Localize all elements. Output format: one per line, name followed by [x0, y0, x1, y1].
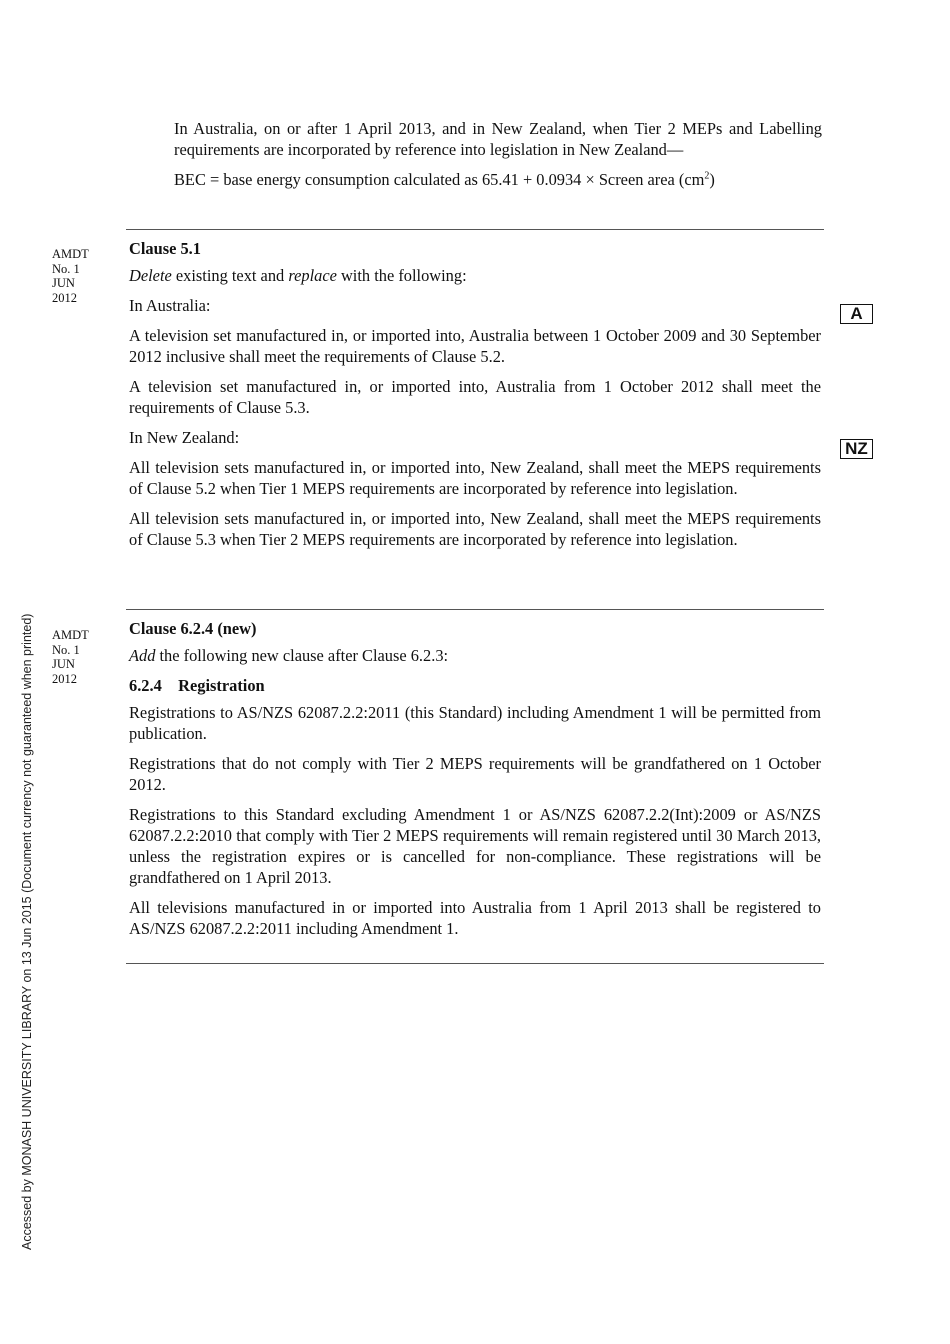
new-zealand-paragraph-1: All television sets manufactured in, or imported into, New Zealand, shall meet the MEPS requirements of Clause 5.2 when Tier 1 MEPS requirements are incorporated by reference into legislation. [129, 458, 821, 498]
amendment-number: No. 1 [52, 642, 80, 657]
bec-formula-text: BEC = base energy consumption calculated as 65.41 + 0.0934 × Screen area (cm [174, 170, 705, 189]
instruction-delete: Delete [129, 266, 172, 285]
australia-tag: A [840, 304, 873, 324]
instruction-rest: the following new clause after Clause 6.2.3: [155, 646, 449, 665]
clause-5-1-section [129, 238, 821, 559]
clause-6-2-4-instruction [129, 645, 821, 666]
new-zealand-paragraph-2: All television sets manufactured in, or imported into, New Zealand, shall meet the MEPS requirements of Clause 5.3 when Tier 2 MEPS requirements are incorporated by reference into legislation. [129, 509, 821, 549]
amendment-month: JUN [52, 657, 75, 671]
clause-5-1-heading: Clause 5.1 [129, 239, 201, 258]
clause-5-1-instruction [129, 265, 821, 286]
instruction-replace: replace [288, 266, 337, 285]
amendment-number: No. 1 [52, 261, 80, 276]
in-australia-label: In Australia: [129, 296, 211, 315]
section-divider [126, 963, 824, 964]
amendment-note-clause-5-1 [52, 247, 89, 305]
registration-paragraph-3: Registrations to this Standard excluding Amendment 1 or AS/NZS 62087.2.2(Int):2009 or AS/NZS 62087.2.2:2010 that comply with Tier 2 MEPS requirements will remain registered until 30 March 2013, unless the registration expires or is cancelled for non-compliance. These registrations will be grandfathered on 1 April 2013. [129, 805, 821, 887]
registration-subheading: 6.2.4 Registration [129, 676, 265, 695]
bec-formula [174, 169, 822, 190]
clause-6-2-4-section [129, 618, 821, 948]
intro-block [174, 118, 822, 199]
in-new-zealand-label: In New Zealand: [129, 428, 240, 447]
section-divider [126, 609, 824, 610]
registration-paragraph-2: Registrations that do not comply with Tier 2 MEPS requirements will be grandfathered on 1 October 2012. [129, 754, 821, 794]
new-zealand-tag: NZ [840, 439, 873, 459]
amendment-label: AMDT [52, 628, 89, 642]
amendment-note-clause-6-2-4 [52, 628, 89, 686]
clause-6-2-4-heading: Clause 6.2.4 (new) [129, 619, 257, 638]
bec-formula-close: ) [709, 170, 715, 189]
australia-paragraph-2: A television set manufactured in, or imported into, Australia from 1 October 2012 shall meet the requirements of Clause 5.3. [129, 377, 821, 417]
registration-paragraph-4: All televisions manufactured in or imported into Australia from 1 April 2013 shall be registered to AS/NZS 62087.2.2:2011 including Amendment 1. [129, 898, 821, 938]
instruction-add: Add [129, 646, 156, 665]
registration-paragraph-1: Registrations to AS/NZS 62087.2.2:2011 (this Standard) including Amendment 1 will be permitted from publication. [129, 703, 821, 743]
instruction-middle: existing text and [171, 266, 289, 285]
amendment-month: JUN [52, 276, 75, 290]
instruction-end: with the following: [336, 266, 467, 285]
section-divider [126, 229, 824, 230]
amendment-year: 2012 [52, 290, 77, 305]
bec-formula-superscript: 2 [704, 170, 710, 182]
amendment-label: AMDT [52, 247, 89, 261]
australia-paragraph-1: A television set manufactured in, or imported into, Australia between 1 October 2009 and 30 September 2012 inclusive shall meet the requirements of Clause 5.2. [129, 326, 821, 366]
intro-paragraph: In Australia, on or after 1 April 2013, and in New Zealand, when Tier 2 MEPs and Labelling requirements are incorporated by reference into legislation in New Zealand— [174, 119, 822, 159]
amendment-year: 2012 [52, 671, 77, 686]
access-notice: Accessed by MONASH UNIVERSITY LIBRARY on 13 Jun 2015 (Document currency not guaranteed when printed) [20, 613, 34, 1250]
